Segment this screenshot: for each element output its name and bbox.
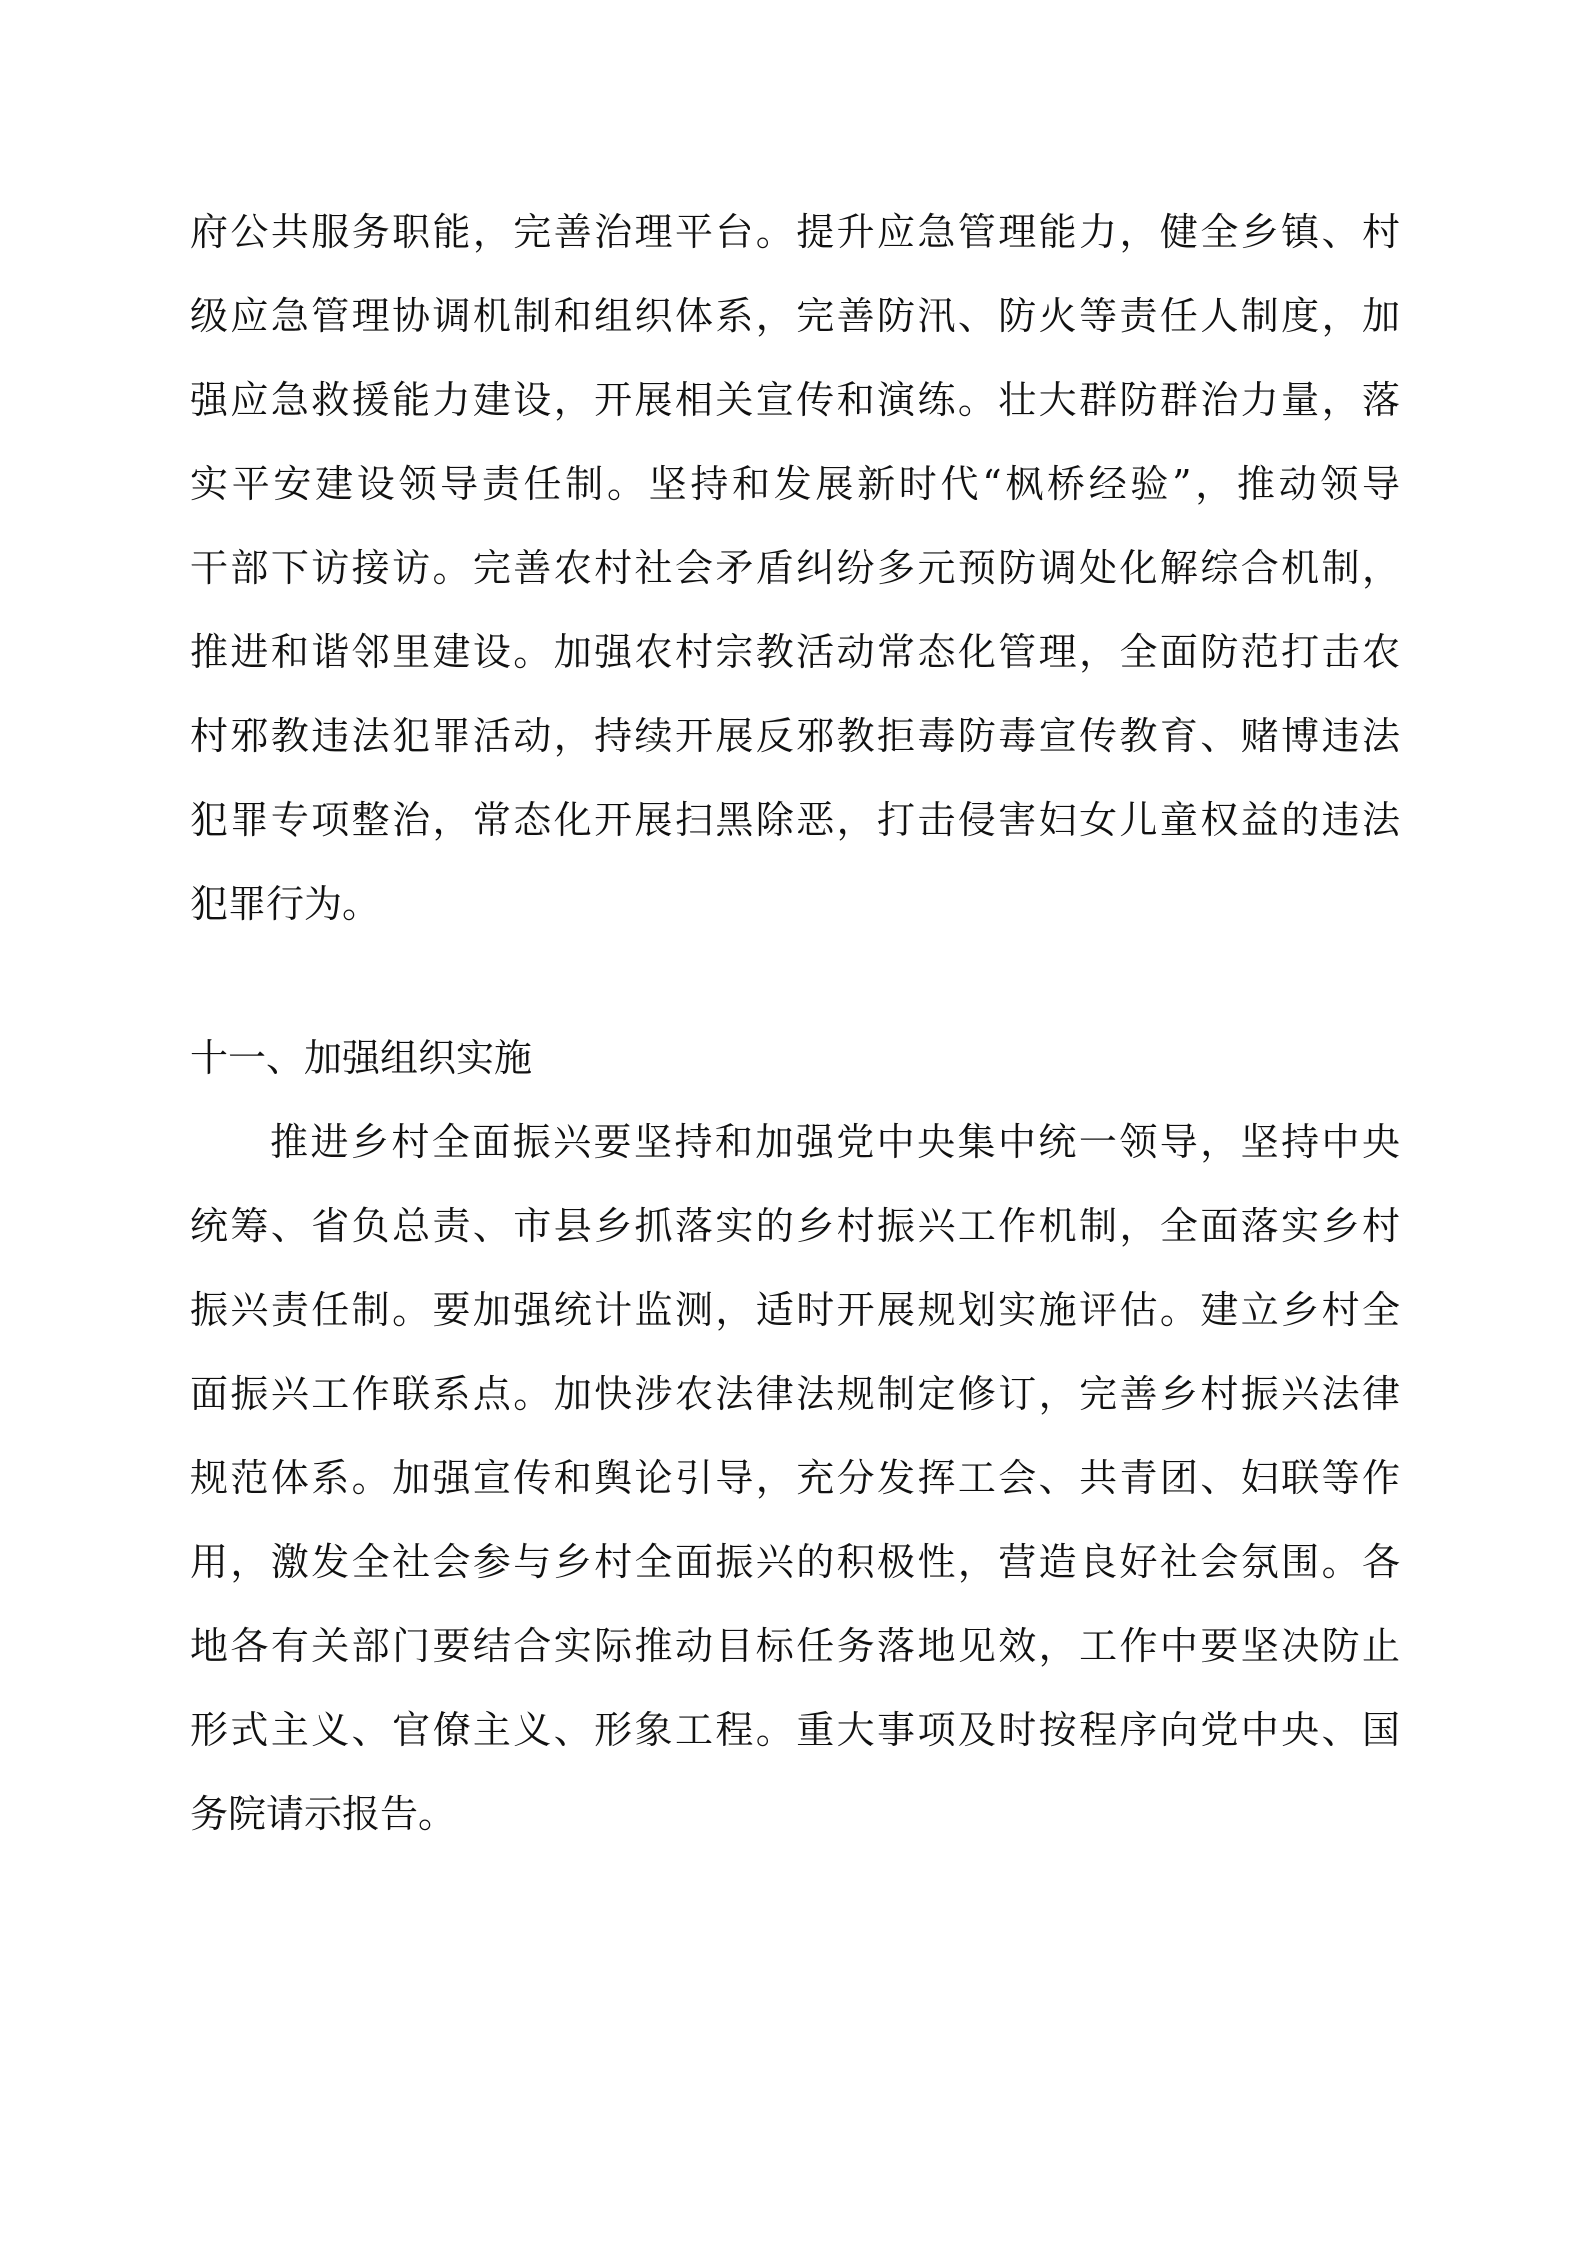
paragraph-governance — [190, 190, 1400, 946]
paragraph-line: 实平安建设领导责任制。坚持和发展新时代“枫桥经验”，推动领导 — [190, 462, 1400, 506]
paragraph-line: 犯罪专项整治，常态化开展扫黑除恶，打击侵害妇女儿童权益的违法 — [190, 798, 1400, 842]
paragraph-line: 府公共服务职能，完善治理平台。提升应急管理能力，健全乡镇、村 — [190, 210, 1400, 254]
paragraph-line: 振兴责任制。要加强统计监测，适时开展规划实施评估。建立乡村全 — [190, 1288, 1400, 1332]
paragraph-line: 面振兴工作联系点。加快涉农法律法规制定修订，完善乡村振兴法律 — [190, 1372, 1400, 1416]
paragraph-line: 推进乡村全面振兴要坚持和加强党中央集中统一领导，坚持中央 — [270, 1120, 1400, 1164]
paragraph-line: 犯罪行为。 — [190, 882, 381, 926]
paragraph-line: 地各有关部门要结合实际推动目标任务落地见效，工作中要坚决防止 — [190, 1624, 1400, 1668]
paragraph-line: 推进和谐邻里建设。加强农村宗教活动常态化管理，全面防范打击农 — [190, 630, 1400, 674]
paragraph-spacer — [190, 946, 1400, 1016]
paragraph-line: 用，激发全社会参与乡村全面振兴的积极性，营造良好社会氛围。各 — [190, 1540, 1400, 1584]
paragraph-line: 村邪教违法犯罪活动，持续开展反邪教拒毒防毒宣传教育、赌博违法 — [190, 714, 1400, 758]
paragraph-line: 强应急救援能力建设，开展相关宣传和演练。壮大群防群治力量，落 — [190, 378, 1400, 422]
paragraph-line: 干部下访接访。完善农村社会矛盾纠纷多元预防调处化解综合机制， — [190, 546, 1400, 590]
paragraph-line: 务院请示报告。 — [190, 1792, 457, 1836]
document-body — [190, 190, 1400, 1856]
paragraph-line: 形式主义、官僚主义、形象工程。重大事项及时按程序向党中央、国 — [190, 1708, 1400, 1752]
paragraph-line: 级应急管理协调机制和组织体系，完善防汛、防火等责任人制度，加 — [190, 294, 1400, 338]
section-heading: 十一、加强组织实施 — [190, 1036, 533, 1080]
paragraph-line: 规范体系。加强宣传和舆论引导，充分发挥工会、共青团、妇联等作 — [190, 1456, 1400, 1500]
paragraph-organization — [190, 1100, 1400, 1856]
paragraph-line: 统筹、省负总责、市县乡抓落实的乡村振兴工作机制，全面落实乡村 — [190, 1204, 1400, 1248]
